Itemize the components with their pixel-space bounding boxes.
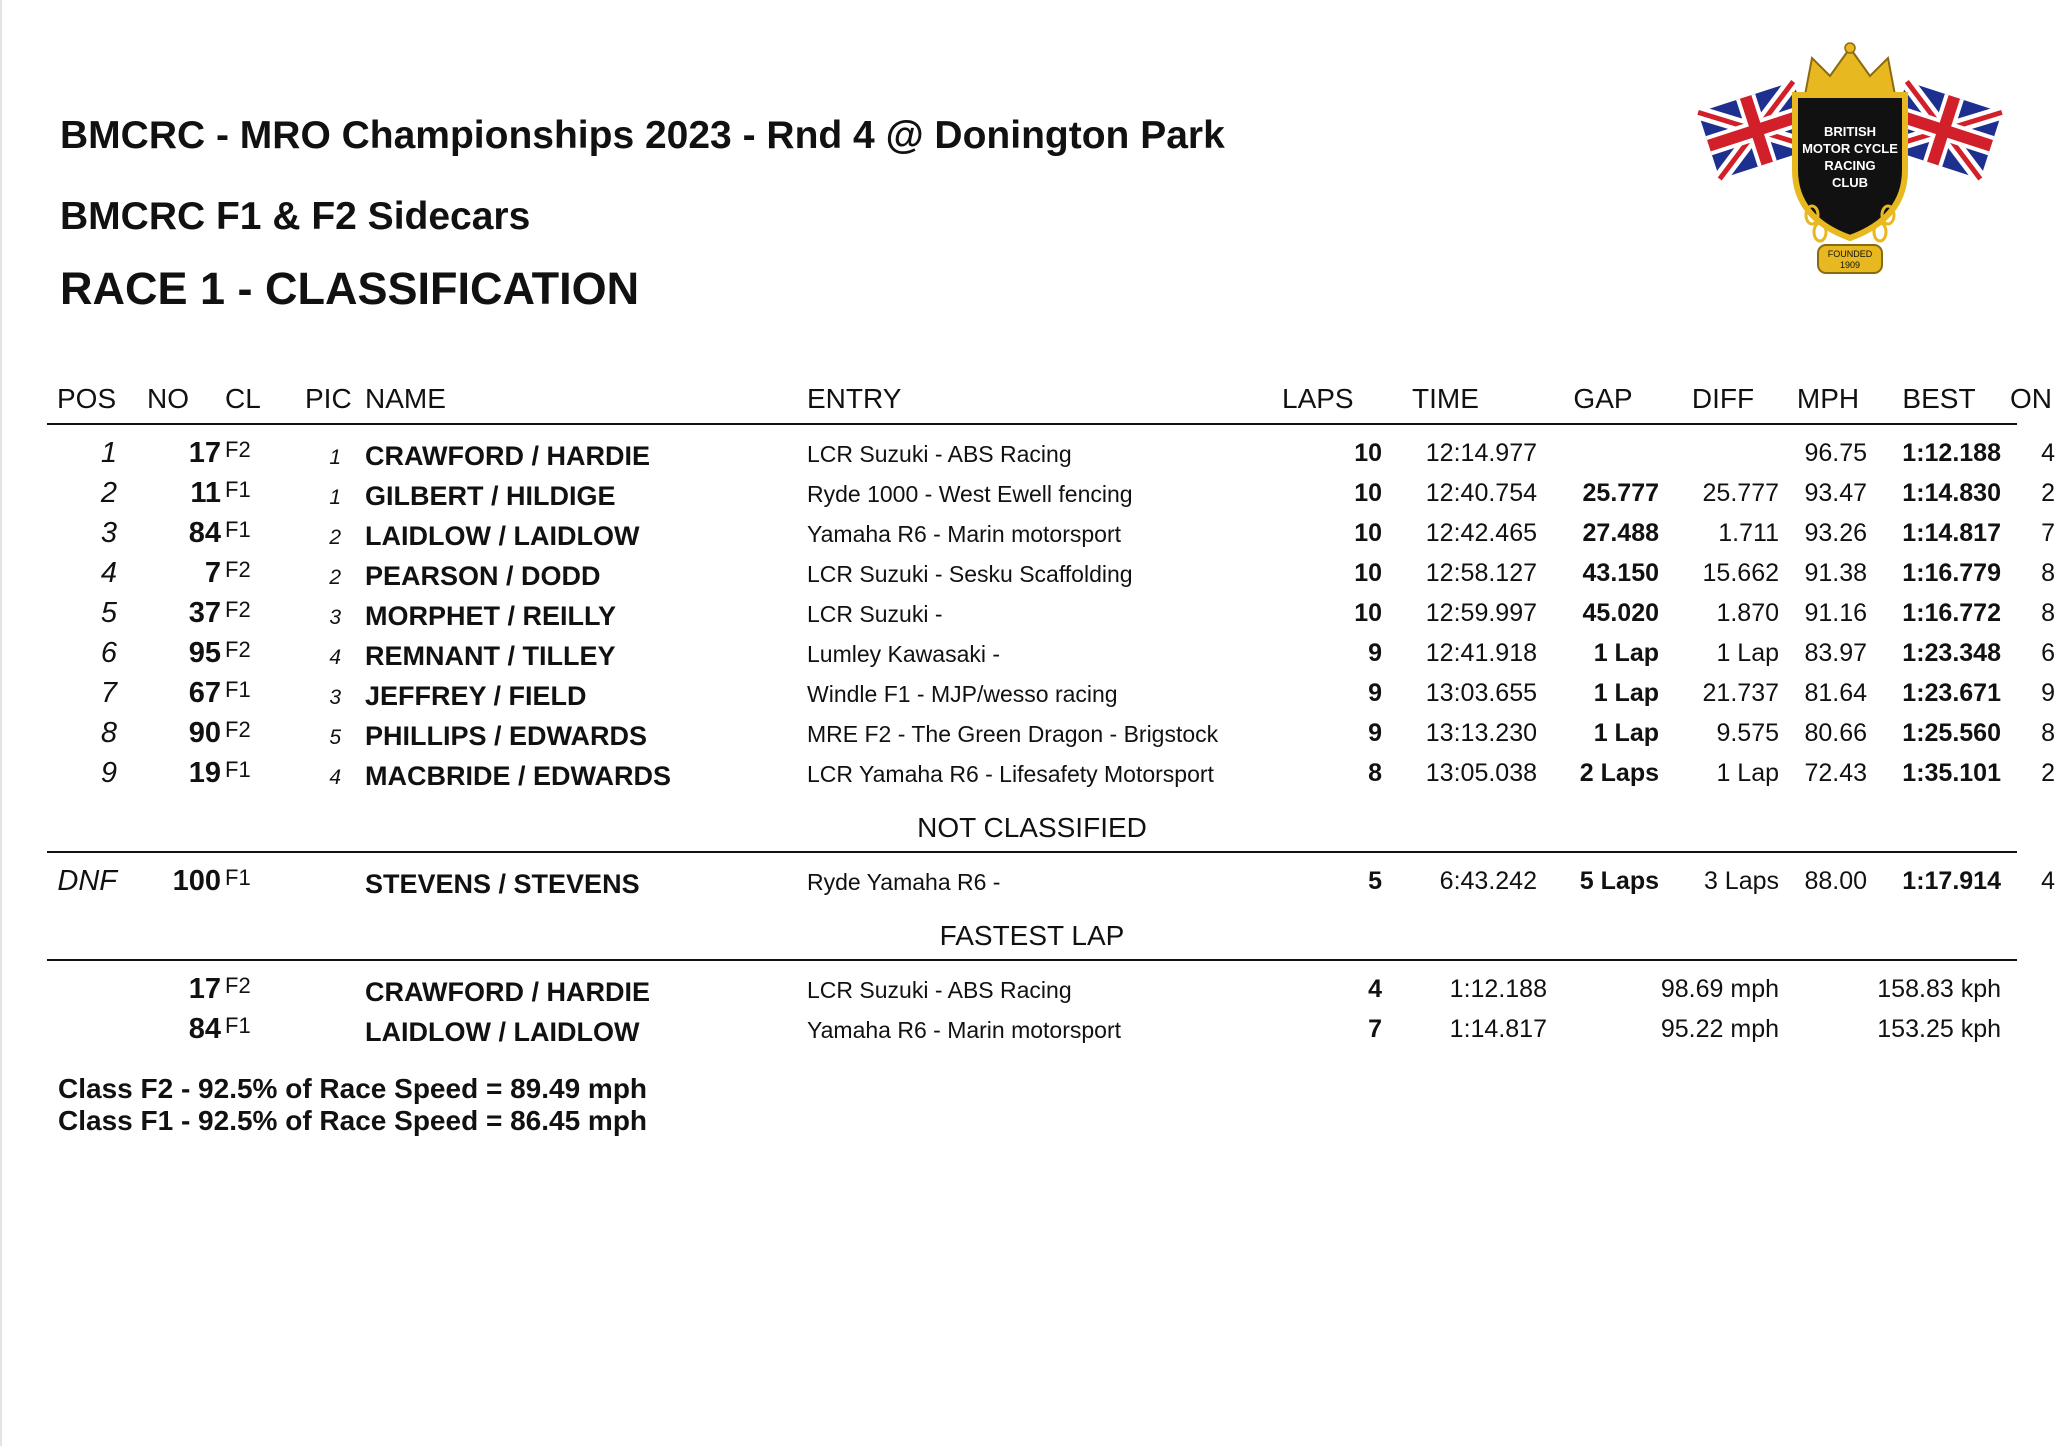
cell-no: 7 xyxy=(204,557,221,589)
cell-cl: F2 xyxy=(225,973,251,998)
cell-gap: 1 Lap xyxy=(1593,679,1659,707)
cell-best: 1:23.348 xyxy=(1902,639,2001,667)
cell-diff: 9.575 xyxy=(1716,719,1779,747)
cell-time: 12:41.918 xyxy=(1425,639,1537,667)
table-row xyxy=(47,753,2055,793)
fastest-lap-rows xyxy=(47,969,2017,1049)
cell-time: 1:14.817 xyxy=(1449,1015,1547,1043)
not-classified-heading xyxy=(47,805,2017,851)
cell-pic: 3 xyxy=(329,606,341,629)
cell-name: JEFFREY / FIELD xyxy=(365,681,587,711)
col-no: NO xyxy=(147,383,189,414)
bmcrc-logo xyxy=(1700,40,2000,290)
col-cl: CL xyxy=(225,383,261,414)
cell-name: MACBRIDE / EDWARDS xyxy=(365,761,672,791)
cell-on: 4 xyxy=(2041,867,2055,895)
cell-mph: 83.97 xyxy=(1804,639,1867,667)
cell-cl: F2 xyxy=(225,597,251,622)
col-entry: ENTRY xyxy=(807,383,902,414)
cell-cl: F1 xyxy=(225,1013,251,1038)
cell-no: 84 xyxy=(188,517,221,549)
cell-time: 12:59.997 xyxy=(1425,599,1537,627)
crown-icon xyxy=(1805,43,1895,95)
cell-no: 17 xyxy=(188,437,221,469)
col-mph: MPH xyxy=(1796,383,1860,414)
table-row xyxy=(47,673,2055,713)
col-laps: LAPS xyxy=(1282,383,1354,414)
table-row xyxy=(47,633,2055,673)
logo-line-4: CLUB xyxy=(1831,175,1869,190)
cell-entry: Lumley Kawasaki - xyxy=(807,641,1001,667)
cell-name: LAIDLOW / LAIDLOW xyxy=(365,521,640,551)
class-title: BMCRC F1 & F2 Sidecars xyxy=(60,195,531,238)
cell-time: 13:13.230 xyxy=(1425,719,1537,747)
cell-diff: 1 Lap xyxy=(1716,759,1779,787)
cell-mph: 98.69 mph xyxy=(1660,975,1779,1003)
cell-entry: Windle F1 - MJP/wesso racing xyxy=(807,681,1118,707)
cell-diff: 1 Lap xyxy=(1716,639,1779,667)
cell-mph: 96.75 xyxy=(1804,439,1867,467)
table-row xyxy=(47,861,2055,901)
cell-name: PHILLIPS / EDWARDS xyxy=(365,721,648,751)
cell-mph: 80.66 xyxy=(1804,719,1867,747)
column-headers xyxy=(47,375,2052,423)
cell-pos: 4 xyxy=(100,557,117,589)
cell-best: 1:23.671 xyxy=(1902,679,2001,707)
cell-no: 37 xyxy=(188,597,221,629)
cell-laps: 9 xyxy=(1368,639,1382,667)
table-row xyxy=(47,593,2055,633)
cell-pic: 5 xyxy=(329,726,341,749)
cell-no: 11 xyxy=(190,477,221,509)
cell-laps: 10 xyxy=(1354,599,1382,627)
cell-mph: 95.22 mph xyxy=(1660,1015,1779,1043)
fastest-lap-heading xyxy=(47,913,2017,959)
cell-best: 1:17.914 xyxy=(1902,867,2001,895)
cell-cl: F1 xyxy=(225,477,251,502)
cell-pic: 2 xyxy=(329,566,341,589)
cell-best: 1:16.779 xyxy=(1902,559,2001,587)
classified-rows xyxy=(47,433,2055,805)
cell-laps: 10 xyxy=(1354,519,1382,547)
cell-cl: F2 xyxy=(225,717,251,742)
not-classified-title: NOT CLASSIFIED xyxy=(917,812,1147,843)
cell-on: 6 xyxy=(2041,639,2055,667)
cell-on: 7 xyxy=(2041,519,2055,547)
cell-name: REMNANT / TILLEY xyxy=(365,641,616,671)
cell-pos: 9 xyxy=(100,757,117,789)
cell-lap: 7 xyxy=(1368,1015,1382,1043)
cell-no: 100 xyxy=(172,865,221,897)
col-best: BEST xyxy=(1902,383,1976,414)
table-row xyxy=(47,433,2055,473)
col-on: ON xyxy=(2010,383,2052,414)
cell-time: 12:58.127 xyxy=(1425,559,1537,587)
cell-no: 90 xyxy=(188,717,221,749)
note-f1: Class F1 - 92.5% of Race Speed = 86.45 mph xyxy=(58,1105,648,1136)
col-pic: PIC xyxy=(305,383,352,414)
cell-cl: F1 xyxy=(225,517,251,542)
cell-lap: 4 xyxy=(1368,975,1382,1003)
cell-diff: 25.777 xyxy=(1702,479,1779,507)
cell-on: 8 xyxy=(2041,719,2055,747)
cell-no: 95 xyxy=(188,637,221,669)
cell-kph: 153.25 kph xyxy=(1877,1015,2001,1043)
cell-on: 2 xyxy=(2041,479,2055,507)
cell-diff: 21.737 xyxy=(1702,679,1779,707)
cell-time: 12:40.754 xyxy=(1425,479,1537,507)
cell-best: 1:14.817 xyxy=(1902,519,2001,547)
cell-mph: 91.16 xyxy=(1804,599,1867,627)
cell-laps: 9 xyxy=(1368,679,1382,707)
cell-pos: 1 xyxy=(100,437,117,469)
cell-kph: 158.83 kph xyxy=(1877,975,2001,1003)
cell-gap: 27.488 xyxy=(1582,519,1659,547)
header-rule xyxy=(47,423,2017,425)
page-edge xyxy=(0,0,2,1446)
cell-best: 1:14.830 xyxy=(1902,479,2001,507)
cell-mph: 93.26 xyxy=(1804,519,1867,547)
cell-time: 12:42.465 xyxy=(1425,519,1537,547)
cell-no: 84 xyxy=(188,1013,221,1045)
cell-entry: Ryde 1000 - West Ewell fencing xyxy=(807,481,1133,507)
cell-no: 67 xyxy=(188,677,221,709)
cell-entry: LCR Suzuki - Sesku Scaffolding xyxy=(807,561,1133,587)
cell-laps: 10 xyxy=(1354,479,1382,507)
cell-time: 13:03.655 xyxy=(1425,679,1537,707)
col-name: NAME xyxy=(365,383,446,414)
cell-cl: F1 xyxy=(225,757,251,782)
cell-entry: LCR Yamaha R6 - Lifesafety Motorsport xyxy=(807,761,1214,787)
cell-mph: 81.64 xyxy=(1804,679,1867,707)
cell-best: 1:12.188 xyxy=(1902,439,2001,467)
cell-entry: Yamaha R6 - Marin motorsport xyxy=(807,521,1122,547)
cell-pos: 2 xyxy=(100,477,117,509)
cell-no: 17 xyxy=(188,973,221,1005)
event-title: BMCRC - MRO Championships 2023 - Rnd 4 @ Donington Park xyxy=(60,114,1225,157)
table-row xyxy=(47,513,2055,553)
cell-mph: 72.43 xyxy=(1804,759,1867,787)
race-speed-notes xyxy=(58,1073,647,1137)
cell-cl: F2 xyxy=(225,437,251,462)
not-classified-rule xyxy=(47,851,2017,853)
fastest-lap-title: FASTEST LAP xyxy=(939,920,1125,951)
cell-cl: F1 xyxy=(225,677,251,702)
cell-on: 8 xyxy=(2041,599,2055,627)
cell-on: 2 xyxy=(2041,759,2055,787)
cell-pic: 1 xyxy=(329,446,341,469)
cell-name: CRAWFORD / HARDIE xyxy=(365,977,650,1007)
cell-gap: 45.020 xyxy=(1582,599,1659,627)
cell-gap: 2 Laps xyxy=(1579,759,1659,787)
cell-pic: 4 xyxy=(329,646,341,669)
cell-name: CRAWFORD / HARDIE xyxy=(365,441,650,471)
logo-line-2: MOTOR CYCLE xyxy=(1802,141,1898,156)
cell-pos: 7 xyxy=(100,677,117,709)
cell-name: STEVENS / STEVENS xyxy=(365,869,640,899)
cell-time: 13:05.038 xyxy=(1425,759,1537,787)
cell-laps: 10 xyxy=(1354,559,1382,587)
cell-entry: Ryde Yamaha R6 - xyxy=(807,869,1001,895)
col-pos: POS xyxy=(57,383,117,414)
cell-on: 4 xyxy=(2041,439,2055,467)
founded-year: 1909 xyxy=(1839,260,1861,270)
cell-pic: 4 xyxy=(329,766,341,789)
col-time: TIME xyxy=(1412,383,1479,414)
not-classified-rows xyxy=(47,861,2055,913)
cell-diff: 3 Laps xyxy=(1703,867,1779,895)
cell-pos: DNF xyxy=(57,865,117,897)
table-row xyxy=(47,713,2055,753)
cell-name: GILBERT / HILDIGE xyxy=(365,481,616,511)
cell-gap: 1 Lap xyxy=(1593,719,1659,747)
cell-cl: F2 xyxy=(225,637,251,662)
cell-time: 12:14.977 xyxy=(1425,439,1537,467)
cell-laps: 5 xyxy=(1368,867,1382,895)
race-title: RACE 1 - CLASSIFICATION xyxy=(60,263,640,314)
cell-mph: 91.38 xyxy=(1804,559,1867,587)
cell-name: LAIDLOW / LAIDLOW xyxy=(365,1017,640,1047)
cell-entry: Yamaha R6 - Marin motorsport xyxy=(807,1017,1122,1043)
cell-pos: 5 xyxy=(100,597,117,629)
cell-laps: 10 xyxy=(1354,439,1382,467)
cell-mph: 88.00 xyxy=(1804,867,1867,895)
fastest-lap-rule xyxy=(47,959,2017,961)
cell-name: PEARSON / DODD xyxy=(365,561,601,591)
cell-pic: 2 xyxy=(329,526,341,549)
logo-line-3: RACING xyxy=(1824,158,1876,173)
cell-laps: 9 xyxy=(1368,719,1382,747)
cell-on: 9 xyxy=(2041,679,2055,707)
cell-cl: F2 xyxy=(225,557,251,582)
cell-best: 1:16.772 xyxy=(1902,599,2001,627)
logo-line-1: BRITISH xyxy=(1824,124,1876,139)
note-f2: Class F2 - 92.5% of Race Speed = 89.49 mph xyxy=(58,1073,648,1104)
cell-gap: 1 Lap xyxy=(1593,639,1659,667)
col-gap: GAP xyxy=(1573,383,1633,414)
cell-time: 6:43.242 xyxy=(1439,867,1537,895)
cell-entry: MRE F2 - The Green Dragon - Brigstock xyxy=(807,721,1219,747)
cell-gap: 43.150 xyxy=(1582,559,1659,587)
cell-diff: 1.711 xyxy=(1718,519,1779,547)
cell-entry: LCR Suzuki - xyxy=(807,601,943,627)
fastest-lap-row xyxy=(47,1009,2017,1049)
founded-label: FOUNDED xyxy=(1827,249,1873,259)
table-row xyxy=(47,473,2055,513)
cell-diff: 1.870 xyxy=(1716,599,1779,627)
cell-name: MORPHET / REILLY xyxy=(365,601,617,631)
cell-gap: 25.777 xyxy=(1582,479,1659,507)
cell-diff: 15.662 xyxy=(1702,559,1779,587)
results-table xyxy=(47,375,2055,1049)
fastest-lap-row xyxy=(47,969,2017,1009)
cell-pos: 6 xyxy=(100,637,117,669)
cell-time: 1:12.188 xyxy=(1449,975,1547,1003)
cell-cl: F1 xyxy=(225,865,251,890)
cell-entry: LCR Suzuki - ABS Racing xyxy=(807,441,1072,467)
cell-laps: 8 xyxy=(1368,759,1382,787)
cell-mph: 93.47 xyxy=(1804,479,1867,507)
cell-pos: 8 xyxy=(100,717,117,749)
col-diff: DIFF xyxy=(1691,383,1755,414)
cell-best: 1:35.101 xyxy=(1902,759,2001,787)
table-row xyxy=(47,553,2055,593)
cell-no: 19 xyxy=(188,757,221,789)
cell-on: 8 xyxy=(2041,559,2055,587)
cell-best: 1:25.560 xyxy=(1902,719,2001,747)
cell-entry: LCR Suzuki - ABS Racing xyxy=(807,977,1072,1003)
cell-pic: 3 xyxy=(329,686,341,709)
cell-pic: 1 xyxy=(329,486,341,509)
cell-pos: 3 xyxy=(100,517,117,549)
cell-gap: 5 Laps xyxy=(1579,867,1659,895)
